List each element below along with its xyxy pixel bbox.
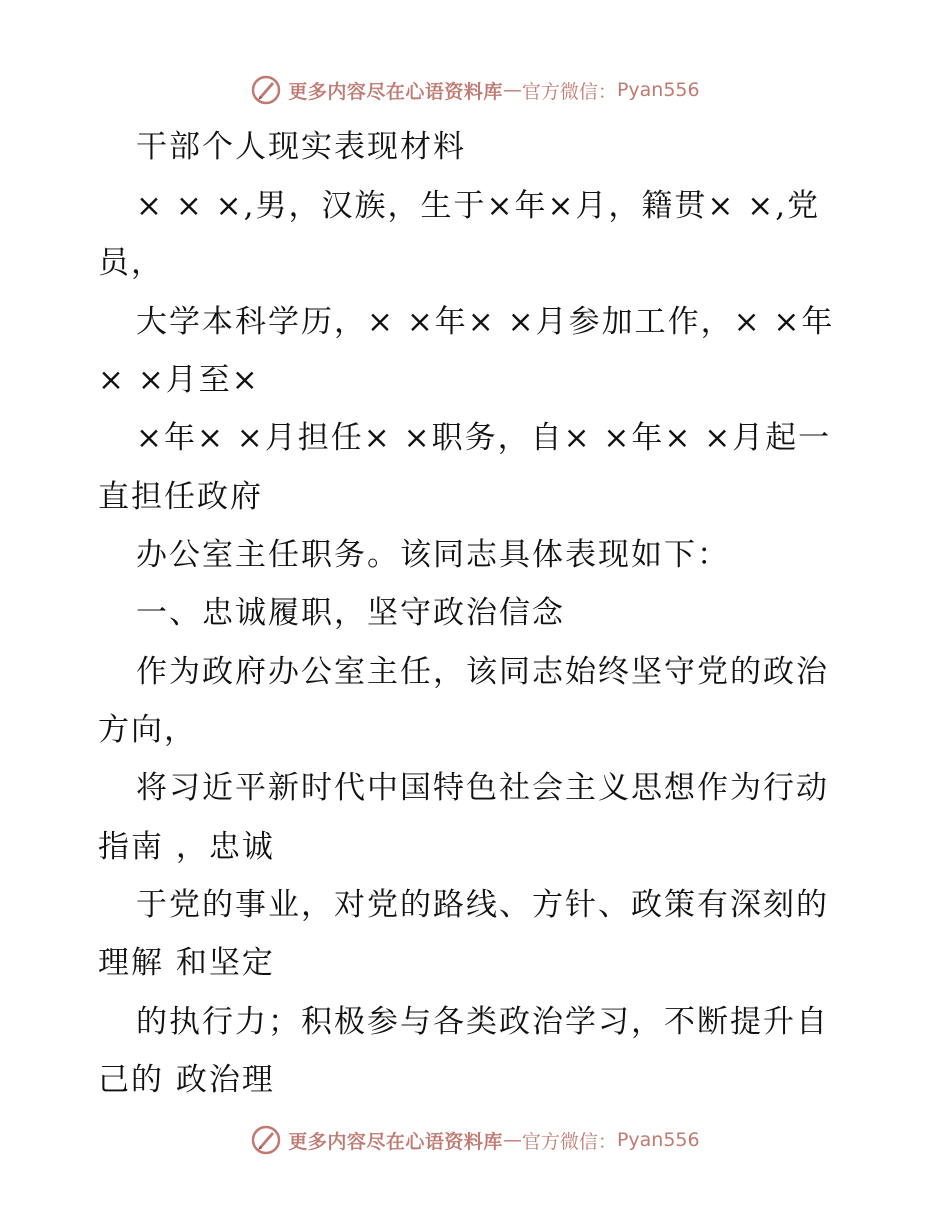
watermark-wechat-label: 官方微信： <box>521 80 617 103</box>
watermark-dash: — <box>502 1129 522 1151</box>
watermark-wechat-id: Pyan556 <box>616 1129 700 1151</box>
paragraph-line: 于党的事业，对党的路线、方针、政策有深刻的 <box>136 887 829 923</box>
paragraph-line: 的执行力；积极参与各类政治学习，不断提升自 <box>136 1004 829 1040</box>
paragraph-line: 办公室主任职务。该同志具体表现如下： <box>136 537 730 573</box>
paragraph-line: 将习近平新时代中国特色社会主义思想作为行动 <box>136 770 829 806</box>
watermark-text: 更多内容尽在心语资料库 <box>288 1130 503 1153</box>
footer-watermark <box>0 1120 950 1160</box>
paragraph-line: 己的 政治理 <box>98 1062 275 1098</box>
paragraph-line: 直担任政府 <box>98 479 263 515</box>
watermark-text: 更多内容尽在心语资料库 <box>288 80 503 103</box>
paragraph-line: 大学本科学历，× ×年× ×月参加工作，× ×年 <box>136 304 835 340</box>
quill-pen-logo-icon <box>250 1124 282 1156</box>
watermark-wechat-id: Pyan556 <box>616 79 700 101</box>
watermark-dash: — <box>502 79 522 101</box>
paragraph-line: 员， <box>98 245 164 281</box>
paragraph-line: × ×月至× <box>98 362 260 398</box>
paragraph-line: × × ×,男，汉族，生于×年×月，籍贯× ×,党 <box>136 188 821 224</box>
watermark-wechat-label: 官方微信： <box>521 1130 617 1153</box>
paragraph-line: 理解 和坚定 <box>98 945 275 981</box>
section-heading: 一、忠诚履职，坚守政治信念 <box>136 595 565 631</box>
document-title: 干部个人现实表现材料 <box>136 129 466 165</box>
paragraph-line: 方向， <box>98 712 197 748</box>
paragraph-line: 作为政府办公室主任，该同志始终坚守党的政治 <box>136 654 829 690</box>
paragraph-line: 指南 ，忠诚 <box>98 829 275 865</box>
paragraph-line: ×年× ×月担任× ×职务，自× ×年× ×月起一 <box>136 420 832 456</box>
